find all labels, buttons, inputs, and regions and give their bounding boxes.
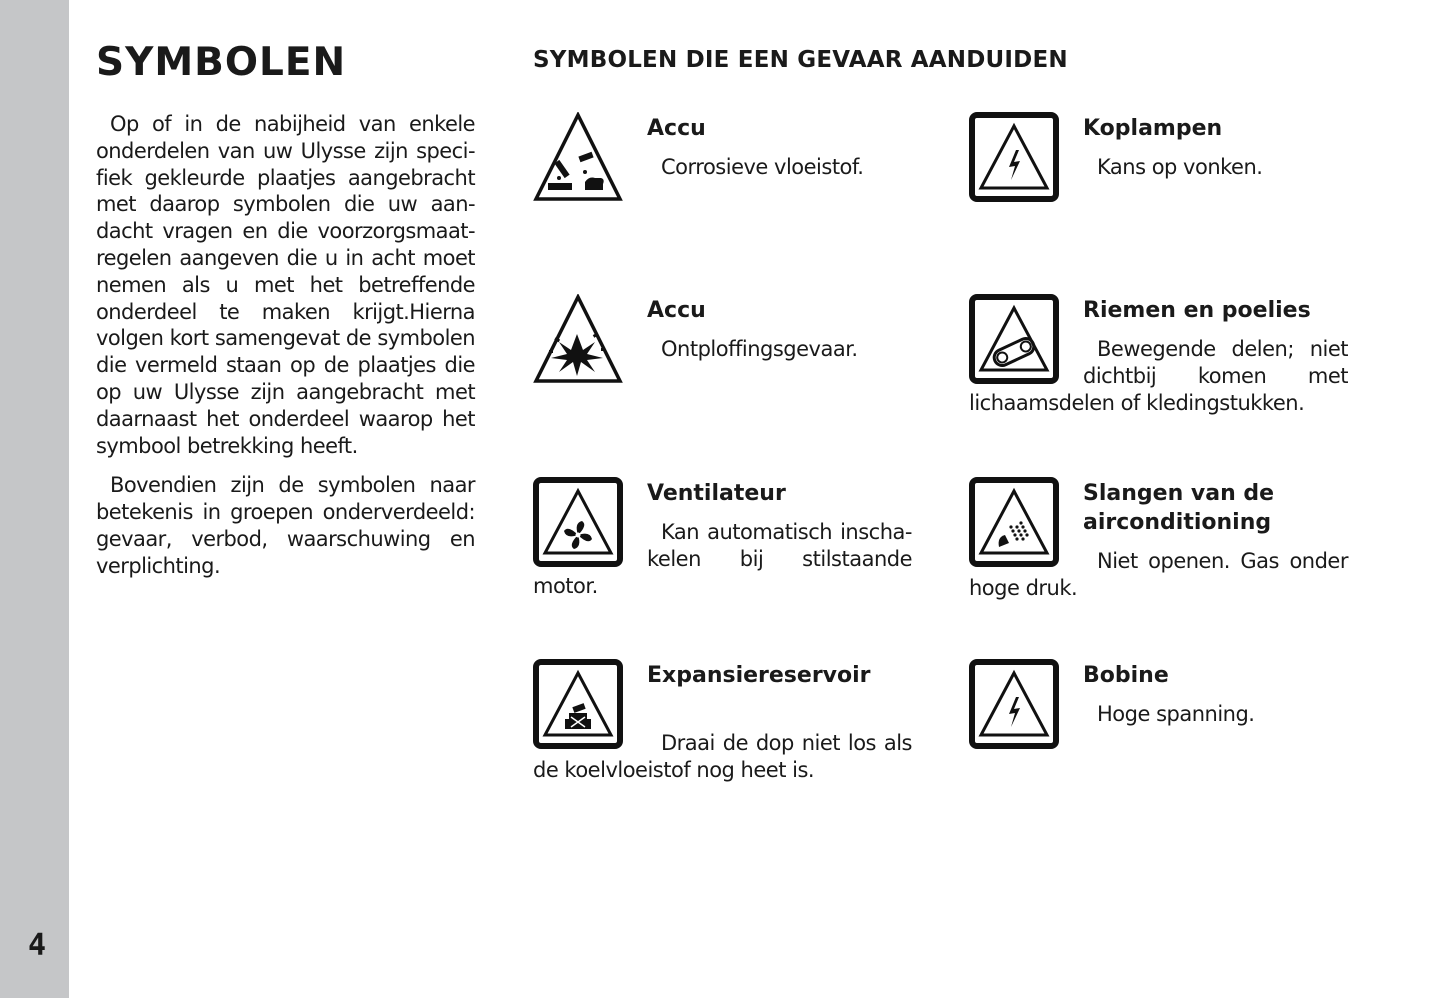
- symbol-item-expansion-tank: [533, 659, 912, 784]
- symbol-description: Bewegende delen; niet dichtbij komen met lichaamsdelen of kledingstukken.: [969, 337, 1348, 415]
- pressurized-gas-warning-icon: [969, 477, 1059, 567]
- explosion-warning-icon: [533, 294, 623, 384]
- symbol-description: Draai de dop niet los als de koelvloeistof nog heet is.: [533, 731, 912, 782]
- symbol-item-fan: [533, 477, 912, 599]
- symbol-title: Riemen en poelies: [1083, 298, 1311, 323]
- spark-warning-icon: [969, 112, 1059, 202]
- symbol-description: Ontploffingsgevaar.: [661, 337, 858, 361]
- symbol-title: Ventilateur: [647, 481, 786, 506]
- symbol-item-battery-explosion: [533, 294, 912, 388]
- symbol-item-headlights: [969, 112, 1348, 206]
- symbol-item-belts-pulleys: [969, 294, 1348, 416]
- high-voltage-warning-icon: [969, 659, 1059, 749]
- section-heading: SYMBOLEN DIE EEN GEVAAR AANDUIDEN: [533, 47, 1068, 73]
- symbol-description: Niet openen. Gas onder hoge druk.: [969, 549, 1348, 600]
- symbol-description: Kan automatisch inscha-kelen bij stilstaande motor.: [533, 520, 912, 598]
- symbol-item-ignition-coil: [969, 659, 1348, 753]
- corrosive-warning-icon: [533, 112, 623, 202]
- fan-warning-icon: [533, 477, 623, 567]
- page-number: 4: [28, 928, 47, 963]
- symbol-title: Expansiereservoir: [647, 663, 871, 688]
- symbol-item-battery-corrosive: [533, 112, 912, 206]
- intro-paragraph-2: Bovendien zijn de symbolen naar betekenis in groepen onderverdeeld: gevaar, verbod, waarschuwing en verplichting.: [96, 473, 475, 578]
- symbol-title: Bobine: [1083, 663, 1169, 688]
- page-title: SYMBOLEN: [96, 40, 347, 85]
- symbol-item-aircon-hoses: [969, 477, 1348, 602]
- hot-coolant-warning-icon: [533, 659, 623, 749]
- intro-text: [96, 111, 475, 593]
- symbol-title: Koplampen: [1083, 116, 1223, 141]
- symbol-description: Kans op vonken.: [1097, 155, 1263, 179]
- belt-pulley-warning-icon: [969, 294, 1059, 384]
- symbol-title: Slangen van de airconditioning: [1083, 481, 1275, 535]
- intro-paragraph-1: Op of in de nabijheid van enkele onderdelen van uw Ulysse zijn speci-fiek gekleurde plaatjes aangebracht met daarop symbolen die uw aan-dacht vragen en die voorzorgsmaat-regelen aangeven die u in acht moet nemen als u met het betreffende onderdeel te maken krijgt.Hierna volgen kort samengevat de symbolen die vermeld staan op de plaatjes die op uw Ulysse zijn aangebracht met daarnaast het onderdeel waarop het symbool betrekking heeft.: [96, 112, 475, 458]
- symbol-description: Corrosieve vloeistof.: [661, 155, 864, 179]
- page-sidebar: [0, 0, 69, 998]
- symbol-title: Accu: [647, 116, 706, 141]
- symbol-description: Hoge spanning.: [1097, 702, 1255, 726]
- symbol-title: Accu: [647, 298, 706, 323]
